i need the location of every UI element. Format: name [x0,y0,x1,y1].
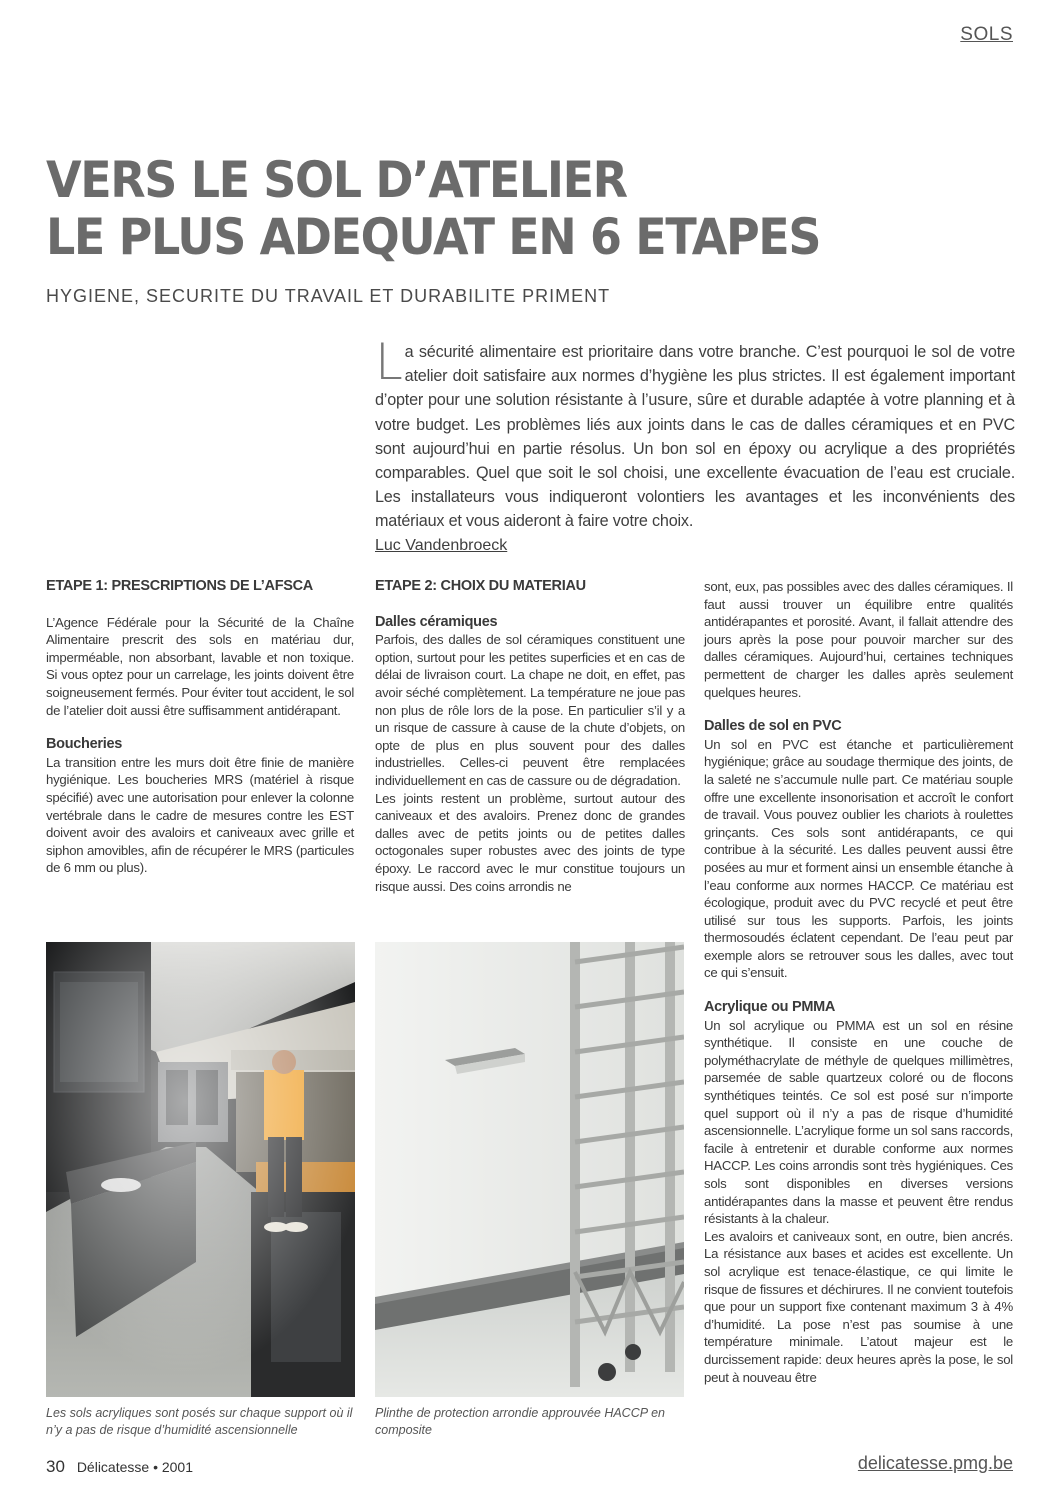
step-2-heading: ETAPE 2: CHOIX DU MATERIAU [375,578,586,594]
article-subtitle: HYGIENE, SECURITE DU TRAVAIL ET DURABILITE PRIMENT [46,286,611,306]
column-3 [704,578,1013,1386]
skirting-photo [375,942,684,1397]
title-line-2: LE PLUS ADEQUAT EN 6 ETAPES [46,208,821,266]
ceramic-paragraph-2: Les joints restent un problème, surtout autour des caniveaux et des avaloirs. Prenez donc de grandes dalles avec de petits joints ou de petites dalles octogonales super robustes avec des joints de type époxy. Le raccord avec le mur constitue toujours un risque aussi. Des coins arrondis ne [375,790,685,894]
skirting-photo-caption: Plinthe de protection arrondie approuvée HACCP en composite [375,1406,665,1437]
page-footer [46,1457,193,1477]
pvc-paragraph: Un sol en PVC est étanche et particulièrement hygiénique; grâce au soudage thermique des joints, de la saleté ne s’accumule nulle part. Ce matériau souple offre une excellente insonorisation et accroît le confort de travail. Vous pouvez oublier les chariots à roulettes grinçants. Ces sols sont antidérapants, ce qui contribue à la sécurité. Les dalles peuvent aussi être posées au mur et forment ainsi un ensemble étanche à l’eau conforme aux normes HACCP. Ce matériau est écologique, produit avec du PVC recyclé et peut être utilisé sur tous les supports. Parfois, les joints thermosoudés éclatent cependant. De l’eau peut par exemple alors se retrouver sous les dalles, avec tout ce qui s’ensuit. [704,736,1013,981]
step-1-paragraph: L’Agence Fédérale pour la Sécurité de la Chaîne Alimentaire prescrit des sols en matériau dur, imperméable, non absorbant, lavable et non toxique. Si vous optez pour un carrelage, les joints doivent être soigneusement fermés. Pour éviter tout accident, le sol de l’atelier doit aussi être suffisamment antidérapant. [46,614,354,718]
article-title [46,152,874,266]
page-number: 30 [46,1457,65,1476]
column-2 [375,578,685,895]
pvc-subheading: Dalles de sol en PVC [704,718,842,735]
acrylic-paragraph-1: Un sol acrylique ou PMMA est un sol en résine synthétique. Il consiste en une couche de polyméthacrylate de méthyle de quelques millimètres, parsemée de sable quartzeux coloré ou de flocons synthétiques teintés. Ce sol est posé sur n’importe quel support où il n’y a pas de risque d’humidité ascensionnelle. L’acrylique forme un sol sans raccords, facile à entretenir et durable conforme aux normes HACCP. Les coins arrondis sont très hygiéniques. Ces sols sont disponibles en diverses versions antidérapantes dans la masse et peuvent être rendus résistants à la chaleur. [704,1017,1013,1227]
author-byline[interactable]: Luc Vandenbroeck [375,537,508,554]
website-link[interactable]: delicatesse.pmg.be [857,1453,1013,1473]
ceramic-subheading: Dalles céramiques [375,613,498,630]
section-tag[interactable]: SOLS [960,24,1013,45]
boucheries-subheading: Boucheries [46,736,122,753]
kitchen-photo-caption: Les sols acryliques sont posés sur chaque support où il n’y a pas de risque d’humidité ascensionnelle [46,1406,353,1437]
acrylic-paragraph-2: Les avaloirs et caniveaux sont, en outre, bien ancrés. La résistance aux bases et acides est excellente. Un sol acrylique est tenace-élastique, ce qui limite le risque de fissures et déchirures. Il ne convient toutefois que pour un support fixe contenant maximum 3 à 4% d’humidité. La pose n’est pas soumise à une température minimale. L’atout majeur est le durcissement rapide: deux heures après la pose, le sol peut à nouveau être [704,1228,1013,1385]
kitchen-photo [46,942,355,1397]
ceramic-continued-paragraph: sont, eux, pas possibles avec des dalles céramiques. Il faut aussi trouver un équilibre entre qualités antidérapantes et porosité. Avant, il fallait attendre des jours après la pose pour pouvoir marcher sur des dalles céramiques. Aujourd’hui, certaines techniques permettent de charger les dalles après seulement quelques heures. [704,579,1013,700]
intro-text: a sécurité alimentaire est prioritaire dans votre branche. C’est pourquoi le sol de votre atelier doit satisfaire aux normes d’hygiène les plus strictes. Il est également important d’opter pour une solution résistante à l’usure, sûre et durable adaptée à votre planning et à votre budget. Les problèmes liés aux joints dans le cas de dalles céramiques et en PVC sont aujourd’hui en partie résolus. Un bon sol en époxy ou acrylique a des propriétés comparables. Quel que soit le sol choisi, une excellente évacuation de l’eau est cruciale. Les installateurs vous indiqueront volontiers les avantages et les inconvénients des matériaux et vous aideront à faire votre choix. [375,343,1015,531]
intro-paragraph [375,333,1015,534]
acrylic-subheading: Acrylique ou PMMA [704,999,836,1016]
ceramic-paragraph-1: Parfois, des dalles de sol céramiques constituent une option, surtout pour les petites superficies et en cas de délai de livraison court. La chape ne doit, en effet, pas avoir séché complètement. La température ne joue pas non plus de rôle lors de la pose. En particulier s’il y a un risque de cassure à cause de la chute d’objets, on opte de plus en plus souvent pour des dalles industrielles. Celles-ci peuvent être remplacées individuellement en cas de cassure ou de dégradation. [375,632,685,788]
drop-cap: L [375,333,403,391]
title-line-1: VERS LE SOL D’ATELIER [46,151,627,209]
column-1 [46,578,354,877]
step-1-heading: ETAPE 1: PRESCRIPTIONS DE L’AFSCA [46,578,313,594]
magazine-name: Délicatesse • 2001 [76,1459,194,1475]
boucheries-paragraph: La transition entre les murs doit être finie de manière hygiénique. Les boucheries MRS (matériel à risque spécifié) avec une autorisation pour enlever la colonne vertébrale dans le cadre de mesures contre les EST doivent avoir des avaloirs et caniveaux avec grille et siphon amovibles, afin de récupérer le MRS (particules de 6 mm ou plus). [46,754,354,876]
